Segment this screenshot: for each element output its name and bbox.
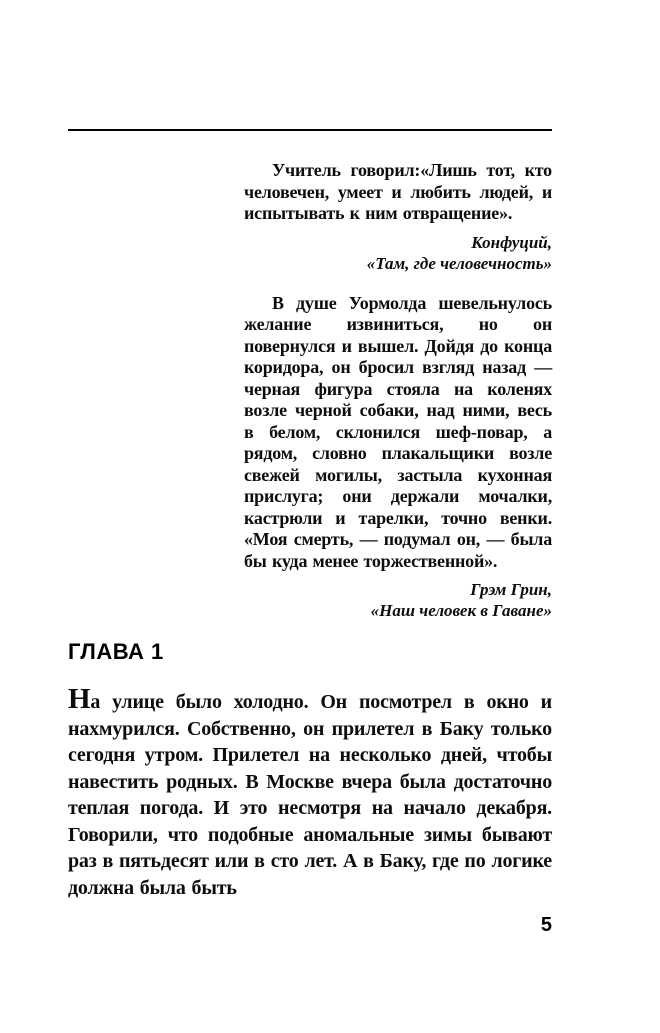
epigraph-confucius-attribution	[244, 232, 552, 274]
epigraph-confucius-text: Учитель говорил:«Лишь тот, кто человечен, умеет и любить людей, и испытывать к ним отвращение».	[244, 160, 552, 223]
header-rule	[68, 129, 552, 131]
epigraph-greene-source: «Наш человек в Гаване»	[370, 601, 552, 620]
epigraph-greene-attribution	[244, 579, 552, 621]
epigraph-confucius-author: Конфуций,	[471, 232, 552, 252]
epigraph-block	[244, 160, 552, 621]
chapter-body-paragraph	[68, 683, 552, 901]
initial-capital-letter: Н	[68, 683, 91, 715]
epigraph-greene-text: В душе Уормолда шевельнулось желание извиниться, но он повернулся и вышел. Дойдя до конца коридора, он бросил взгляд назад — черная фигура стояла на коленях возле черной собаки, над ними, весь в белом, склонился шеф-повар, а рядом, словно плакальщики возле свежей могилы, застыла кухонная прислуга; они держали мочалки, кастрюли и тарелки, точно венки. «Моя смерть, — подумал он, — была бы куда менее торжественной».	[244, 292, 552, 571]
page-number: 5	[540, 914, 552, 936]
epigraph-confucius-source: «Там, где человечность»	[366, 253, 552, 273]
chapter-heading: ГЛАВА 1	[68, 639, 164, 664]
chapter-body-text: а улице было холодно. Он посмотрел в окно и нахмурился. Собственно, он прилетел в Баку только сегодня утром. Прилетел на несколько дней, чтобы навестить родных. В Москве вчера была достаточно теплая погода. И это несмотря на начало декабря. Говорили, что подобные аномальные зимы бывают раз в пятьдесят или в сто лет. А в Баку, где по логике должна была быть	[68, 691, 552, 899]
epigraph-greene-author: Грэм Грин,	[470, 580, 552, 599]
